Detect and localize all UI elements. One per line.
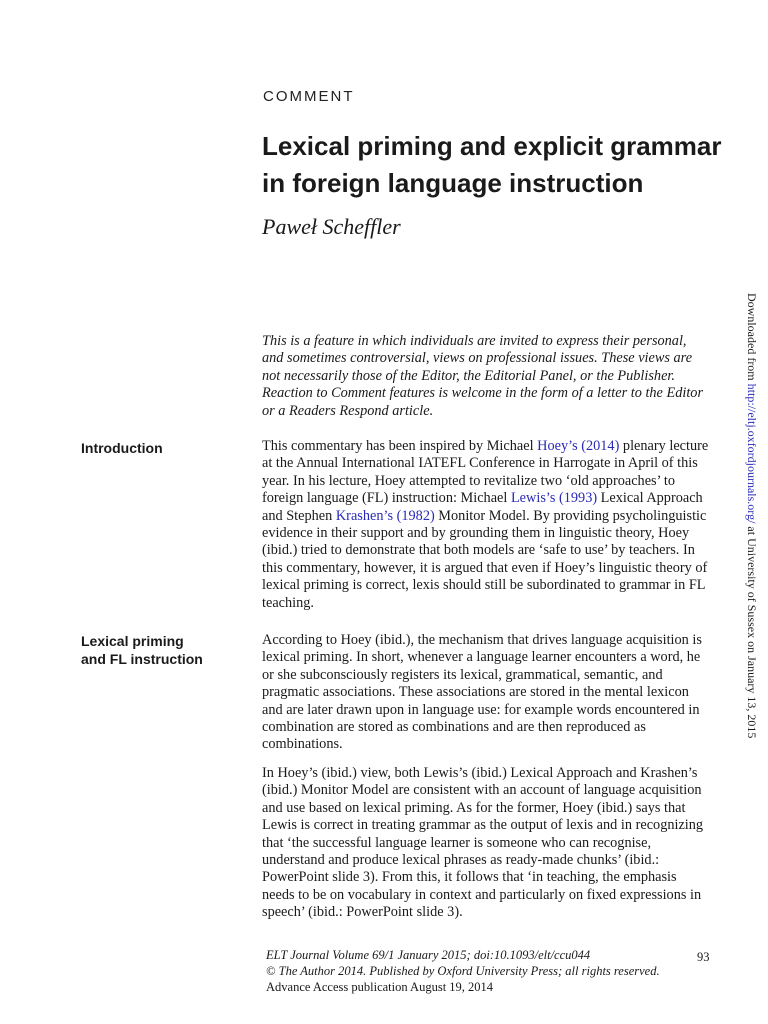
- download-watermark: [744, 293, 759, 738]
- citation-link-hoey-2014[interactable]: Hoey’s (2014): [537, 438, 620, 454]
- citation-link-lewis-1993[interactable]: Lewis’s (1993): [510, 490, 598, 507]
- introduction-paragraph: [262, 438, 710, 612]
- section-heading-lexical-priming: [81, 632, 241, 668]
- article-title: [262, 128, 732, 202]
- footer-copyright: © The Author 2014. Published by Oxford University Press; all rights reserved.: [266, 964, 660, 978]
- editorial-note: This is a feature in which individuals are invited to express their personal, and sometimes controversial, views on professional issues. These views are not necessarily those of the Editor, the Editorial Panel, or the Publisher. Reaction to Comment features is welcome in the form of a letter to the Editor or a Readers Respond article.: [262, 333, 704, 419]
- section-label: COMMENT: [263, 88, 355, 105]
- text-run: This commentary has been inspired by Michael: [262, 438, 538, 454]
- citation-link-krashen-1982[interactable]: Krashen’s (1982): [335, 507, 435, 524]
- footer-access-date: Advance Access publication August 19, 2014: [266, 980, 494, 994]
- lexical-priming-paragraph-2: In Hoey’s (ibid.) view, both Lewis’s (ibid.) Lexical Approach and Krashen’s (ibid.) Monitor Model are consistent with an account of language acquisition and use based on lexical priming. As for the former, Hoey (ibid.) says that Lewis is correct in treating grammar as the output of lexis and in recognizing that ‘the successful language learner is someone who can recognise, understand and produce lexical phrases as ready-made chunks’ (ibid.: PowerPoint slide 3). From this, it follows that ‘in teaching, the emphasis needs to be on vocabulary in context and particularly on fixed expressions in speech’ (ibid.: PowerPoint slide 3).: [262, 765, 704, 921]
- author-name: Paweł Scheffler: [262, 214, 401, 239]
- title-line-2: in foreign language instruction: [262, 168, 644, 198]
- text-run: plenary lecture at the Annual International IATEFL Conference in Harrogate in April of this year. In his lecture, Hoey attempted to revitalize two ‘old approaches’ to foreign language (FL) instruction: Michael: [262, 438, 709, 507]
- watermark-link[interactable]: http://eltj.oxfordjournals.org/: [745, 383, 759, 524]
- watermark-suffix: at University of Sussex on January 13, 2015: [745, 523, 759, 739]
- heading-line-2: and FL instruction: [81, 651, 203, 667]
- text-run: Monitor Model. By providing psycholinguistic evidence in their support and by grounding them in linguistic theory, Hoey (ibid.) tried to demonstrate that both models are ‘safe to use’ by teachers. In this commentary, however, it is argued that even if Hoey’s linguistic theory of lexical priming is correct, lexis should still be subordinated to grammar in FL teaching.: [262, 507, 708, 611]
- lexical-priming-paragraph-1: According to Hoey (ibid.), the mechanism that drives language acquisition is lexical priming. In short, whenever a language learner encounters a word, he or she subconsciously registers its lexical, grammatical, semantic, and pragmatic associations. These associations are stored in the mental lexicon and are later drawn upon in language use: for example words encountered in combination are stored as combinations and are then reproduced as combinations.: [262, 632, 702, 753]
- watermark-prefix: Downloaded from: [745, 293, 759, 384]
- journal-footer: [266, 947, 716, 995]
- page-number: 93: [697, 950, 710, 964]
- title-line-1: Lexical priming and explicit grammar: [262, 131, 722, 161]
- footer-citation: ELT Journal Volume 69/1 January 2015; doi:10.1093/elt/ccu044: [266, 948, 591, 962]
- section-heading-introduction: Introduction: [81, 440, 163, 456]
- heading-line-1: Lexical priming: [81, 633, 184, 649]
- text-run: Lexical Approach and Stephen: [262, 490, 703, 524]
